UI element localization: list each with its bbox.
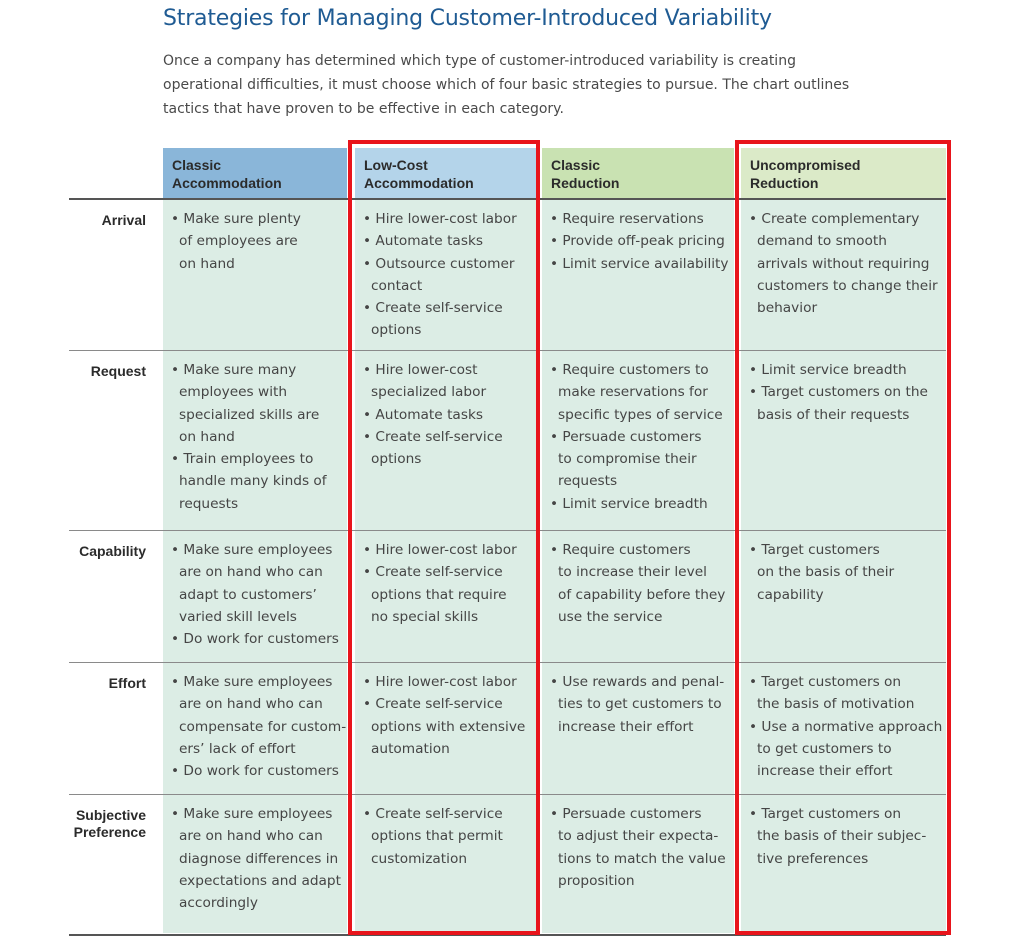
cell-line: options that require [371, 586, 507, 603]
cell-line: varied skill levels [179, 608, 297, 625]
cell-line: • Hire lower-cost labor [363, 211, 517, 227]
column-header-line: Reduction [551, 175, 620, 191]
cell-line: of employees are [179, 233, 298, 250]
cell-line: the basis of motivation [757, 696, 915, 713]
cell-line: automation [371, 740, 450, 757]
cell-line: • Hire lower-cost labor [363, 542, 517, 558]
cell-line: are on hand who can [179, 564, 323, 581]
highlight-box [348, 140, 540, 935]
table-cell [550, 803, 726, 892]
column-header-line: Uncompromised [750, 157, 861, 173]
table-cell [171, 803, 341, 914]
cell-line: • Require customers to [550, 362, 709, 378]
cell-line: increase their effort [757, 763, 893, 780]
row-label-line: Effort [108, 675, 146, 691]
cell-line: to increase their level [558, 564, 707, 581]
cell-line: options [371, 322, 422, 339]
cell-line: • Make sure employees [171, 674, 333, 690]
table-cell [550, 671, 724, 738]
cell-line: customers to change their [757, 277, 938, 294]
cell-line: customization [371, 850, 467, 867]
cell-line: options [371, 451, 422, 468]
column-header [542, 148, 734, 199]
cell-line: requests [179, 495, 239, 512]
cell-line: tions to match the value [558, 850, 726, 867]
column-header-line: Accommodation [172, 175, 282, 191]
cell-line: specific types of service [558, 406, 723, 423]
column-header [163, 148, 347, 199]
cell-line: on hand [179, 428, 235, 445]
cell-line: basis of their requests [757, 406, 910, 423]
table-cell [550, 359, 723, 515]
cell-line: specialized skills are [179, 406, 320, 423]
table-cell [171, 208, 301, 275]
cell-line: • Target customers [749, 542, 880, 558]
cell-line: the basis of their subjec- [757, 828, 927, 845]
table-cell [171, 359, 327, 515]
cell-line: • Persuade customers [550, 806, 702, 822]
cell-line: proposition [558, 872, 635, 889]
cell-line: ers’ lack of effort [179, 740, 296, 757]
cell-line: • Train employees to [171, 451, 314, 468]
cell-line: on hand [179, 255, 235, 272]
cell-line: • Hire lower-cost [363, 362, 478, 378]
cell-line: • Use rewards and penal- [550, 674, 725, 690]
cell-line: increase their effort [558, 718, 694, 735]
cell-line: are on hand who can [179, 828, 323, 845]
cell-line: handle many kinds of [179, 473, 327, 490]
cell-line: compensate for custom- [179, 718, 347, 735]
cell-line: of capability before they [558, 586, 726, 603]
cell-line: • Automate tasks [363, 406, 484, 423]
intro-paragraph [163, 49, 863, 121]
row-label-line: Capability [79, 543, 146, 559]
cell-line: • Do work for customers [171, 631, 339, 648]
cell-line: • Make sure plenty [171, 211, 301, 227]
cell-line: to compromise their [558, 451, 697, 468]
cell-line: expectations and adapt [179, 872, 341, 889]
cell-line: • Automate tasks [363, 233, 484, 250]
cell-line: • Require reservations [550, 211, 704, 227]
cell-line: • Create self-service [363, 428, 503, 445]
table-cell [550, 208, 729, 275]
cell-line: options with extensive [371, 718, 526, 735]
cell-line: to adjust their expecta- [558, 828, 719, 845]
cell-line: • Limit service breadth [550, 495, 708, 512]
cell-line: options that permit [371, 828, 503, 845]
cell-line: no special skills [371, 608, 479, 625]
column-header-line: Classic [551, 157, 601, 173]
cell-line: employees with [179, 384, 288, 401]
cell-line: • Target customers on the [749, 384, 928, 401]
column-header-line: Classic [172, 157, 222, 173]
cell-line: • Make sure employees [171, 542, 333, 558]
table-cell [171, 671, 346, 782]
cell-line: behavior [757, 300, 818, 317]
table-cell [550, 539, 725, 628]
row-label-line: Preference [73, 824, 146, 840]
row-label-line: Arrival [101, 212, 146, 228]
table-cell [171, 539, 339, 650]
row-label [56, 543, 146, 560]
cell-line: accordingly [179, 895, 258, 912]
cell-line: adapt to customers’ [179, 586, 317, 603]
cell-line: • Create self-service [363, 564, 503, 581]
cell-line: • Limit service availability [550, 255, 729, 272]
row-label [56, 675, 146, 692]
cell-line: to get customers to [757, 740, 892, 757]
row-label-line: Request [90, 363, 146, 379]
cell-line: • Provide off-peak pricing [550, 233, 725, 250]
cell-line: • Hire lower-cost labor [363, 674, 517, 690]
cell-line: demand to smooth [757, 233, 887, 250]
row-label-line: Subjective [75, 807, 146, 823]
cell-line: make reservations for [558, 384, 708, 401]
cell-line: • Persuade customers [550, 428, 702, 445]
cell-line: • Create self-service [363, 696, 503, 713]
cell-line: • Make sure employees [171, 806, 333, 822]
intro-line: tactics that have proven to be effective in each category. [163, 101, 564, 117]
cell-line: • Limit service breadth [749, 362, 907, 378]
cell-line: • Use a normative approach [749, 718, 943, 735]
cell-line: • Require customers [550, 542, 691, 558]
cell-line: tive preferences [757, 850, 869, 867]
row-label [56, 807, 146, 841]
cell-line: • Target customers on [749, 674, 902, 690]
cell-line: • Do work for customers [171, 763, 339, 780]
cell-line: • Create self-service [363, 300, 503, 317]
cell-line: on the basis of their [757, 564, 895, 581]
intro-line: Once a company has determined which type of customer-introduced variability is creating [163, 53, 796, 69]
cell-line: • Create complementary [749, 211, 920, 227]
page-title: Strategies for Managing Customer-Introduced Variability [163, 6, 772, 31]
cell-line: use the service [558, 608, 663, 625]
cell-line: • Create self-service [363, 806, 503, 822]
cell-line: • Target customers on [749, 806, 902, 822]
column-header-line: Reduction [750, 175, 819, 191]
column-header-line: Low-Cost [364, 157, 428, 173]
cell-line: arrivals without requiring [757, 255, 930, 272]
intro-line: operational difficulties, it must choose which of four basic strategies to pursue. The chart outlines [163, 77, 850, 93]
cell-line: • Outsource customer [363, 255, 515, 272]
cell-line: • Make sure many [171, 362, 297, 378]
row-label [56, 363, 146, 380]
cell-line: ties to get customers to [558, 696, 722, 713]
row-label [56, 212, 146, 229]
cell-line: contact [371, 277, 423, 294]
cell-line: diagnose differences in [179, 850, 339, 867]
column-header-line: Accommodation [364, 175, 474, 191]
cell-line: capability [757, 586, 824, 603]
cell-line: requests [558, 473, 618, 490]
cell-line: are on hand who can [179, 696, 323, 713]
cell-line: specialized labor [371, 384, 487, 401]
highlight-box [735, 140, 951, 935]
